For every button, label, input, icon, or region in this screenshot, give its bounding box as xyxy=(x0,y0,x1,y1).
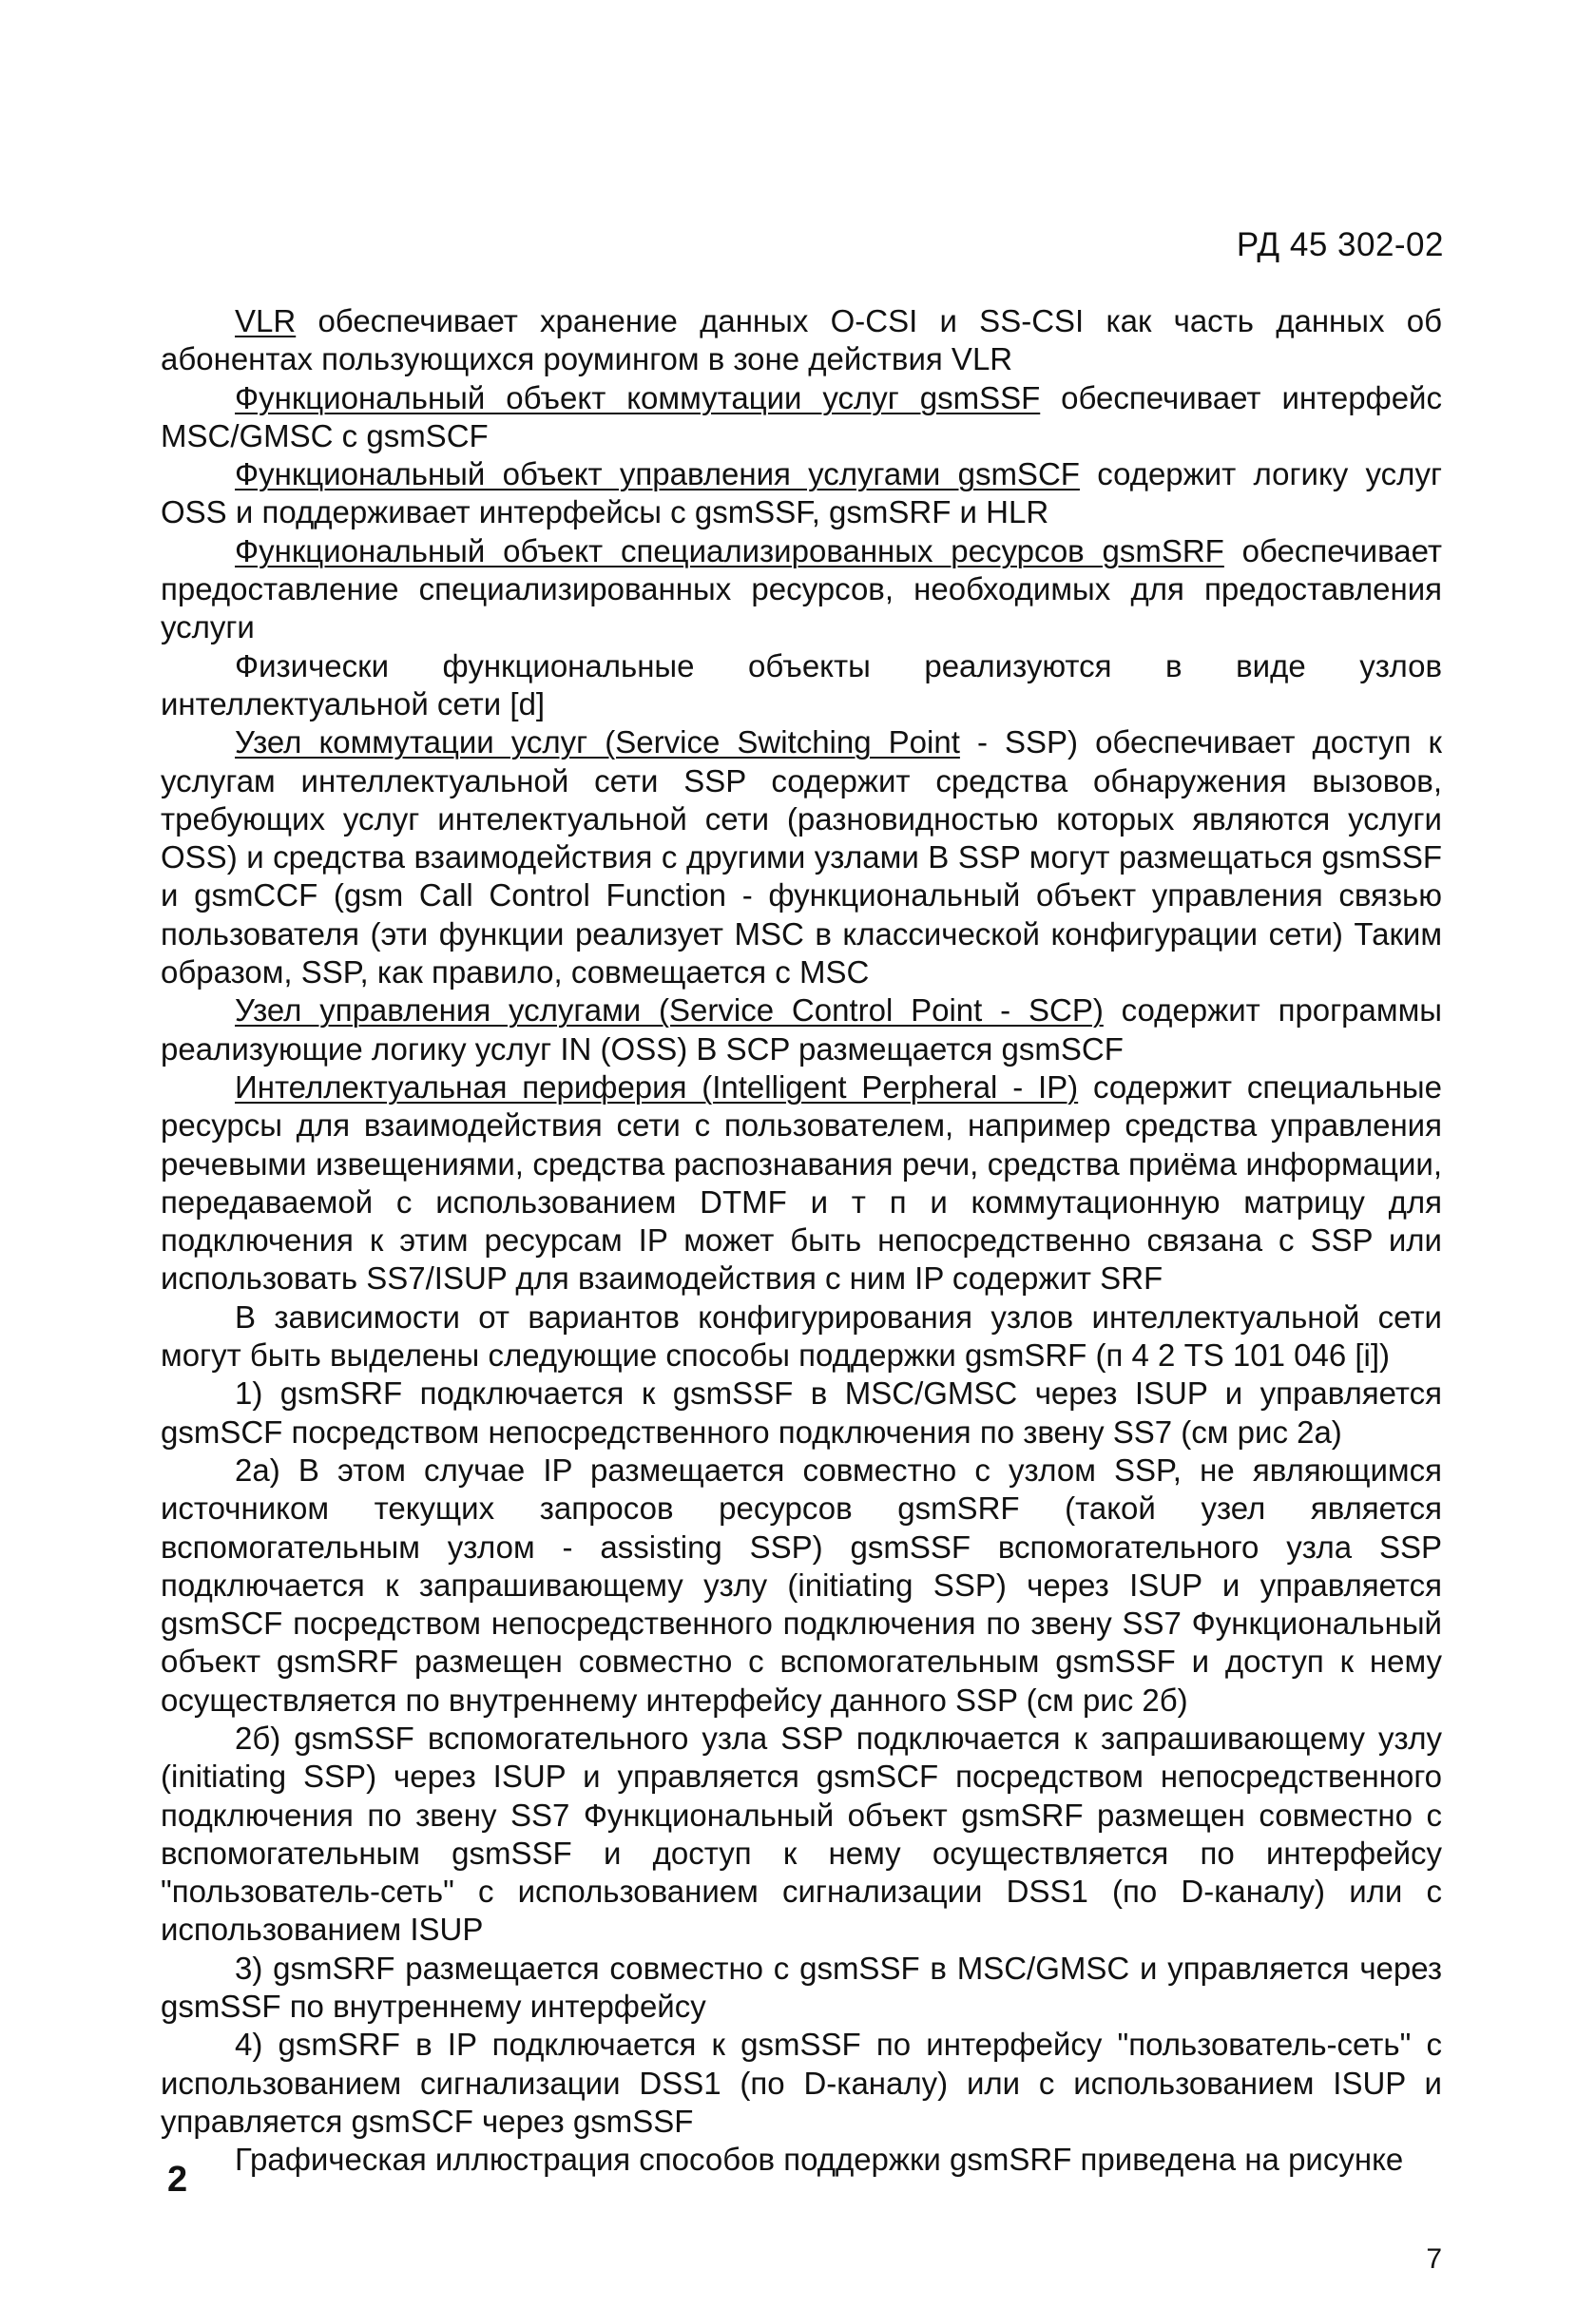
paragraph-term: Функциональный объект коммутации услуг gsmSSF xyxy=(235,379,1041,415)
paragraph xyxy=(161,1452,1442,1720)
paragraph-text: Графическая иллюстрация способов поддержки gsmSRF приведена на рисунке xyxy=(235,2142,1404,2178)
paragraph xyxy=(161,532,1442,647)
paragraph-text: 3) gsmSRF размещается совместно с gsmSSF в MSC/GMSC и управляется через gsmSSF по внутреннему интерфейсу xyxy=(161,1950,1442,2025)
paragraph-text: обеспечивает предоставление специализированных ресурсов, необходимых для предоставления услуги xyxy=(161,532,1442,645)
body-text xyxy=(161,302,1442,2180)
paragraph xyxy=(161,2141,1442,2179)
paragraph xyxy=(161,1375,1442,1452)
paragraph-text: обеспечивает хранение данных O-CSI и SS-CSI как часть данных об абонентах пользующихся роумингом в зоне действия VLR xyxy=(161,303,1442,377)
paragraph-term: Узел управления услугами (Service Control Point - SCP) xyxy=(235,992,1104,1029)
paragraph-term: Узел коммутации услуг (Service Switching Point xyxy=(235,724,960,760)
paragraph-term: Функциональный объект управления услугами gsmSCF xyxy=(235,456,1080,492)
paragraph xyxy=(161,1298,1442,1375)
page-number: 7 xyxy=(1426,2243,1442,2275)
paragraph xyxy=(161,379,1442,456)
paragraph xyxy=(161,1950,1442,2027)
paragraph-term: Интеллектуальная периферия (Intelligent Perpheral - IP) xyxy=(235,1068,1079,1105)
paragraph xyxy=(161,455,1442,532)
paragraph xyxy=(161,1720,1442,1950)
paragraph xyxy=(161,1068,1442,1298)
figure-number: 2 xyxy=(167,2160,188,2200)
paragraph-text: 4) gsmSRF в IP подключается к gsmSSF по интерфейсу "пользователь-сеть" с использованием сигнализации DSS1 (по D-каналу) или с использованием ISUP и управляется gsmSCF через gsmSSF xyxy=(161,2027,1442,2139)
paragraph-text: 2а) В этом случае IP размещается совместно с узлом SSP, не являющимся источником текущих запросов ресурсов gsmSRF (такой узел является вспомогательным узлом - assisting SSP) gsmSSF вспомогательного узла SSP подключается к запрашивающему узлу (initiating SSP) через ISUP и управляется gsmSCF посредством непосредственного подключения по звену SS7 Функциональный объект gsmSRF размещен совместно с вспомогательным gsmSSF и доступ к нему осуществляется по внутреннему интерфейсу данного SSP (см рис 2б) xyxy=(161,1452,1442,1718)
paragraph-text: содержит специальные ресурсы для взаимодействия сети с пользователем, например средства управления речевыми извещениями, средства распознавания речи, средства приёма информации, передаваемой с использованием DTMF и т п и коммутационную матрицу для подключения к этим ресурсам IP может быть непосредственно связана с SSP или использовать SS7/ISUP для взаимодействия с ним IP содержит SRF xyxy=(161,1068,1442,1297)
paragraph-term: VLR xyxy=(235,303,297,338)
paragraph-text: Физически функциональные объекты реализуются в виде узлов интеллектуальной сети [d] xyxy=(161,647,1442,721)
paragraph-term: Функциональный объект специализированных ресурсов gsmSRF xyxy=(235,532,1224,568)
paragraph-text: 2б) gsmSSF вспомогательного узла SSP подключается к запрашивающему узлу (initiating SSP) через ISUP и управляется gsmSCF посредством непосредственного подключения по звену SS7 Функциональный объект gsmSRF размещен совместно с вспомогательным gsmSSF и доступ к нему осуществляется по интерфейсу "пользователь-сеть" с использованием сигнализации DSS1 (по D-каналу) или с использованием ISUP xyxy=(161,1720,1442,1948)
document-code: РД 45 302-02 xyxy=(1236,226,1444,263)
paragraph-text: содержит программы реализующие логику услуг IN (OSS) В SCP размещается gsmSCF xyxy=(161,992,1442,1067)
paragraph-text: содержит логику услуг OSS и поддерживает интерфейсы с gsmSSF, gsmSRF и HLR xyxy=(161,456,1442,530)
paragraph xyxy=(161,2026,1442,2141)
paragraph xyxy=(161,647,1442,724)
paragraph-text: - SSP) обеспечивает доступ к услугам интеллектуальной сети SSP содержит средства обнаружения вызовов, требующих услуг интелектуальной сети (разновидностью которых являются услуги OSS) и средства взаимодействия с другими узлами В SSP могут размещаться gsmSSF и gsmCCF (gsm Call Control Function - функциональный объект управления связью пользователя (эти функции реализует MSC в классической конфигурации сети) Таким образом, SSP, как правило, совмещается с MSC xyxy=(161,724,1442,991)
paragraph xyxy=(161,302,1442,379)
paragraph-text: 1) gsmSRF подключается к gsmSSF в MSC/GMSC через ISUP и управляется gsmSCF посредством непосредственного подключения по звену SS7 (см рис 2а) xyxy=(161,1375,1442,1450)
paragraph xyxy=(161,723,1442,991)
paragraph-text: обеспечивает интерфейс MSC/GMSC с gsmSCF xyxy=(161,379,1442,453)
paragraph-text: В зависимости от вариантов конфигурирования узлов интеллектуальной сети могут быть выделены следующие способы поддержки gsmSRF (п 4 2 TS 101 046 [i]) xyxy=(161,1298,1442,1374)
paragraph xyxy=(161,991,1442,1068)
